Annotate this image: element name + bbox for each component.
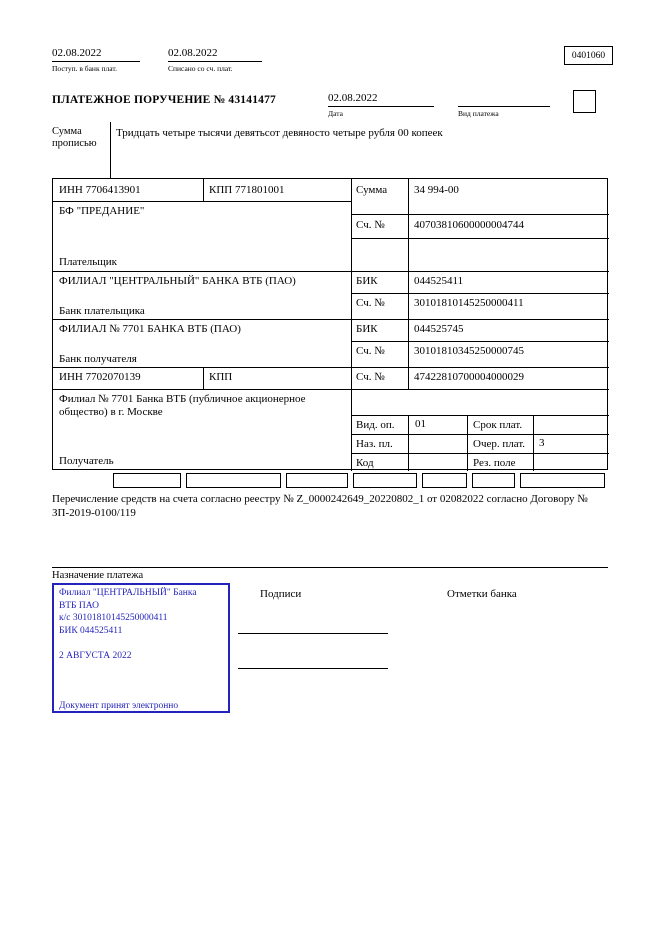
payee-bank-section-label: Банк получателя (59, 353, 137, 365)
requisite-box (422, 473, 467, 488)
code-label: Код (356, 457, 374, 469)
debited-block (168, 46, 262, 73)
payment-purpose-text: Перечисление средств на счета согласно реестру № Z_0000242649_20220802_1 от 02082022 согласно Договору № ЗП-2019-0100/119 (52, 493, 588, 519)
payer-inn: ИНН 7706413901 (59, 184, 141, 196)
payee-bank-name: ФИЛИАЛ № 7701 БАНКА ВТБ (ПАО) (59, 323, 241, 335)
stamp-note: Документ принят электронно (59, 700, 179, 711)
bank-electronic-stamp (52, 583, 230, 713)
payee-kpp-label: КПП (209, 371, 233, 383)
grid-line (467, 415, 468, 471)
payer-bank-bik-value: 044525411 (414, 275, 464, 287)
payer-section-label: Плательщик (59, 256, 117, 268)
status-box (573, 90, 596, 113)
grid-line (533, 415, 534, 471)
grid-line (203, 179, 204, 201)
grid-line (351, 341, 609, 342)
payee-account-label: Сч. № (356, 371, 385, 383)
priority-label: Очер. плат. (473, 438, 526, 450)
payment-type-label: Вид платежа (458, 109, 499, 118)
oper-type-value: 01 (415, 418, 426, 430)
stamp-date: 2 АВГУСТА 2022 (59, 651, 132, 661)
amount-words-divider (110, 122, 111, 178)
payer-bank-account-value: 30101810145250000411 (414, 297, 524, 309)
grid-line (351, 214, 609, 215)
requisite-box (186, 473, 281, 488)
grid-line (408, 179, 409, 389)
payer-account-label: Сч. № (356, 219, 385, 231)
payee-section-label: Получатель (59, 455, 114, 467)
amount-value: 34 994-00 (414, 184, 459, 196)
budget-fields-row (113, 473, 605, 488)
debited-label: Списано со сч. плат. (168, 64, 233, 73)
payee-bank-bik-value: 044525745 (414, 323, 464, 335)
bank-received-label: Поступ. в банк плат. (52, 64, 117, 73)
purpose-code-label: Наз. пл. (356, 438, 393, 450)
document-date-label: Дата (328, 109, 343, 118)
stamp-corr-account: к/с 30101810145250000411 (59, 613, 168, 623)
payment-type-value (458, 91, 550, 107)
requisite-box (353, 473, 417, 488)
document-title: ПЛАТЕЖНОЕ ПОРУЧЕНИЕ № 43141477 (52, 94, 277, 106)
bank-marks-label: Отметки банка (447, 588, 517, 600)
reserve-field-label: Рез. поле (473, 457, 516, 469)
amount-in-words: Тридцать четыре тысячи девятьсот девяносто четыре рубля 00 копеек (116, 127, 443, 139)
grid-line (408, 415, 409, 471)
grid-line (53, 389, 609, 390)
pay-term-label: Срок плат. (473, 419, 523, 431)
payee-name: Филиал № 7701 Банка ВТБ (публичное акционерное общество) в г. Москве (59, 393, 306, 418)
amount-words-label-line1: Сумма (52, 126, 82, 137)
grid-line (351, 434, 609, 435)
payer-account-value: 40703810600000004744 (414, 219, 524, 231)
signature-line (238, 633, 388, 634)
stamp-bank-name-line2: ВТБ ПАО (59, 600, 99, 611)
payer-kpp: КПП 771801001 (209, 184, 285, 196)
amount-words-label (52, 126, 106, 150)
requisite-box (520, 473, 605, 488)
stamp-bik: БИК 044525411 (59, 625, 123, 636)
grid-line (351, 238, 609, 239)
payer-name: БФ "ПРЕДАНИЕ" (59, 205, 145, 217)
grid-line (351, 453, 609, 454)
form-code-box (564, 46, 613, 65)
grid-line (351, 179, 352, 471)
grid-line (351, 415, 609, 416)
grid-line (351, 293, 609, 294)
signature-line (238, 668, 388, 669)
debited-date: 02.08.2022 (168, 46, 262, 62)
payment-type-block (458, 91, 550, 118)
requisite-box (286, 473, 348, 488)
payer-bank-bik-label: БИК (356, 275, 378, 287)
payee-account-value: 47422810700004000029 (414, 371, 524, 383)
bank-received-date: 02.08.2022 (52, 46, 140, 62)
payer-bank-name: ФИЛИАЛ "ЦЕНТРАЛЬНЫЙ" БАНКА ВТБ (ПАО) (59, 275, 296, 287)
payee-bank-account-label: Сч. № (356, 345, 385, 357)
amount-words-label-line2: прописью (52, 138, 97, 149)
requisite-box (113, 473, 181, 488)
payment-purpose-label: Назначение платежа (52, 570, 144, 581)
purpose-underline (52, 567, 608, 568)
document-date-block (328, 91, 434, 118)
requisite-box (472, 473, 515, 488)
priority-value: 3 (539, 437, 545, 449)
payee-inn: ИНН 7702070139 (59, 371, 141, 383)
grid-line (53, 319, 609, 320)
signatures-label: Подписи (260, 588, 302, 600)
payee-bank-account-value: 30101810345250000745 (414, 345, 524, 357)
grid-line (203, 367, 204, 389)
grid-line (53, 201, 351, 202)
grid-line (53, 367, 609, 368)
amount-label: Сумма (356, 184, 388, 196)
document-date: 02.08.2022 (328, 91, 434, 107)
bank-received-block (52, 46, 140, 73)
payer-bank-section-label: Банк плательщика (59, 305, 145, 317)
stamp-bank-name-line1: Филиал "ЦЕНТРАЛЬНЫЙ" Банка (59, 588, 197, 598)
oper-type-label: Вид. оп. (356, 419, 395, 431)
grid-line (53, 271, 609, 272)
form-code: 0401060 (571, 50, 606, 61)
payer-bank-account-label: Сч. № (356, 297, 385, 309)
requisites-table (52, 178, 608, 470)
payee-bank-bik-label: БИК (356, 323, 378, 335)
